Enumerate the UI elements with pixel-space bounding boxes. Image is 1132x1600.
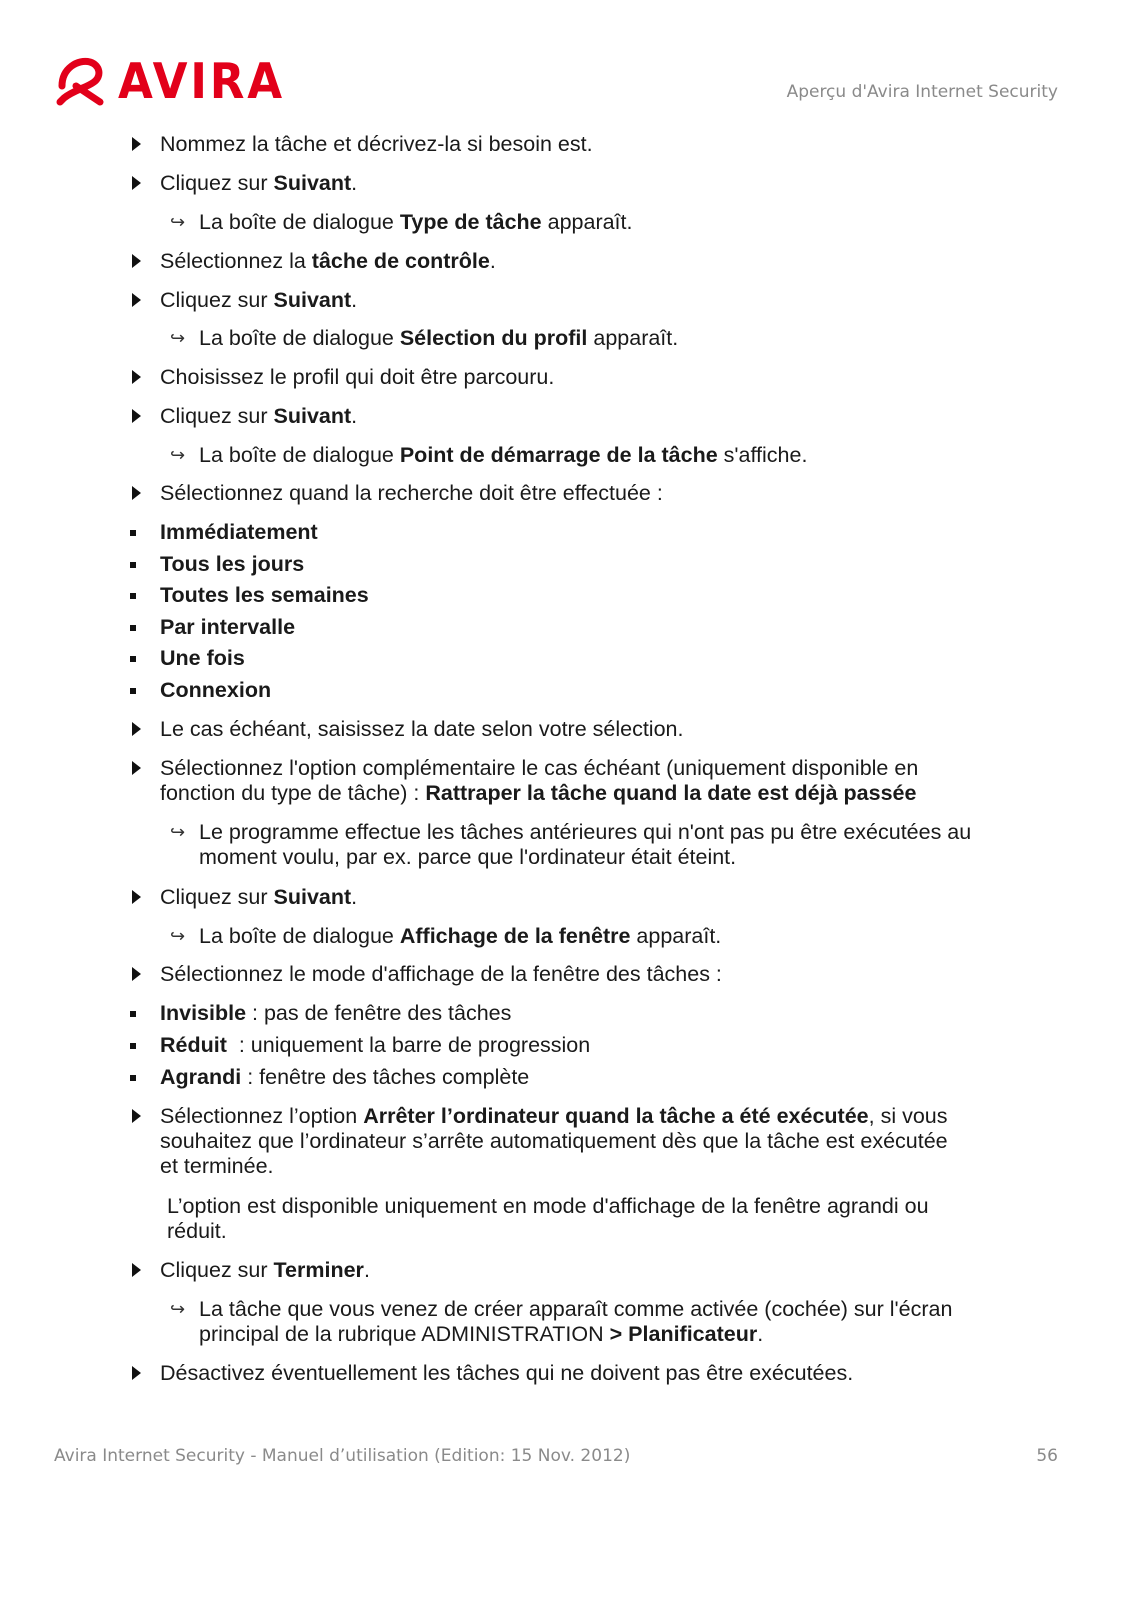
square-bullet-icon [130, 593, 136, 599]
square-bullet-icon [130, 562, 136, 568]
step-text: Sélectionnez quand la recherche doit être effectuée : [160, 481, 663, 505]
step-text: Sélectionnez l'option complémentaire le cas échéant (uniquement disponible en fonction du type de tâche) : Rattraper la tâche quand la date est déjà passée [160, 756, 919, 805]
result-text: La boîte de dialogue Type de tâche apparaît. [199, 210, 633, 234]
step-text: Sélectionnez la tâche de contrôle. [160, 249, 496, 273]
triangle-bullet-icon [132, 176, 141, 190]
step-text: Cliquez sur Terminer. [160, 1258, 370, 1282]
result-arrow-icon: ↪ [170, 926, 186, 947]
option-text: Tous les jours [160, 552, 305, 576]
header-title: Aperçu d'Avira Internet Security [786, 82, 1058, 102]
result-arrow-icon: ↪ [170, 445, 186, 466]
triangle-bullet-icon [132, 409, 141, 423]
option-text: Toutes les semaines [160, 583, 369, 607]
option-text: Réduit : uniquement la barre de progression [160, 1033, 591, 1057]
square-bullet-icon [130, 656, 136, 662]
triangle-bullet-icon [132, 1366, 141, 1380]
step-text: Le cas échéant, saisissez la date selon votre sélection. [160, 717, 684, 741]
step-text: Cliquez sur Suivant. [160, 885, 358, 909]
step-text: Cliquez sur Suivant. [160, 404, 358, 428]
result-arrow-icon: ↪ [170, 822, 186, 843]
result-arrow-icon: ↪ [170, 212, 186, 233]
avira-logo [56, 52, 299, 110]
triangle-bullet-icon [132, 890, 141, 904]
note-text: L’option est disponible uniquement en mode d'affichage de la fenêtre agrandi ou réduit. [167, 1194, 929, 1243]
square-bullet-icon [130, 1011, 136, 1017]
option-text: Invisible : pas de fenêtre des tâches [160, 1001, 512, 1025]
step-text: Sélectionnez le mode d'affichage de la fenêtre des tâches : [160, 962, 722, 986]
step-text: Cliquez sur Suivant. [160, 171, 358, 195]
triangle-bullet-icon [132, 1263, 141, 1277]
result-text: La boîte de dialogue Sélection du profil apparaît. [199, 326, 679, 350]
square-bullet-icon [130, 1075, 136, 1081]
triangle-bullet-icon [132, 1109, 141, 1123]
square-bullet-icon [130, 688, 136, 694]
result-text: La tâche que vous venez de créer apparaît comme activée (cochée) sur l'écran principal de la rubrique ADMINISTRATION > Planificateur. [199, 1297, 953, 1346]
square-bullet-icon [130, 625, 136, 631]
footer-text: Avira Internet Security - Manuel d’utilisation (Edition: 15 Nov. 2012) [54, 1446, 631, 1466]
avira-umbrella-icon [56, 56, 116, 106]
step-text: Désactivez éventuellement les tâches qui ne doivent pas être exécutées. [160, 1361, 854, 1385]
result-arrow-icon: ↪ [170, 1299, 186, 1320]
result-arrow-icon: ↪ [170, 328, 186, 349]
triangle-bullet-icon [132, 967, 141, 981]
triangle-bullet-icon [132, 293, 141, 307]
option-text: Agrandi : fenêtre des tâches complète [160, 1065, 530, 1089]
triangle-bullet-icon [132, 137, 141, 151]
result-text: La boîte de dialogue Point de démarrage de la tâche s'affiche. [199, 443, 808, 467]
triangle-bullet-icon [132, 722, 141, 736]
result-text: La boîte de dialogue Affichage de la fenêtre apparaît. [199, 924, 722, 948]
page-number: 56 [1036, 1446, 1058, 1466]
result-text: Le programme effectue les tâches antérieures qui n'ont pas pu être exécutées au moment voulu, par ex. parce que l'ordinateur était éteint. [199, 820, 972, 869]
triangle-bullet-icon [132, 761, 141, 775]
triangle-bullet-icon [132, 254, 141, 268]
option-text: Une fois [160, 646, 245, 670]
option-text: Par intervalle [160, 615, 296, 639]
option-text: Connexion [160, 678, 272, 702]
triangle-bullet-icon [132, 370, 141, 384]
step-text: Cliquez sur Suivant. [160, 288, 358, 312]
logo-text: AVIRA [118, 52, 285, 110]
option-text: Immédiatement [160, 520, 318, 544]
square-bullet-icon [130, 1043, 136, 1049]
step-text: Choisissez le profil qui doit être parcouru. [160, 365, 555, 389]
triangle-bullet-icon [132, 486, 141, 500]
square-bullet-icon [130, 530, 136, 536]
step-text: Nommez la tâche et décrivez-la si besoin est. [160, 132, 593, 156]
step-text: Sélectionnez l’option Arrêter l’ordinateur quand la tâche a été exécutée, si vous souhaitez que l’ordinateur s’arrête automatiquement dès que la tâche est exécutée et terminée. [160, 1104, 948, 1178]
